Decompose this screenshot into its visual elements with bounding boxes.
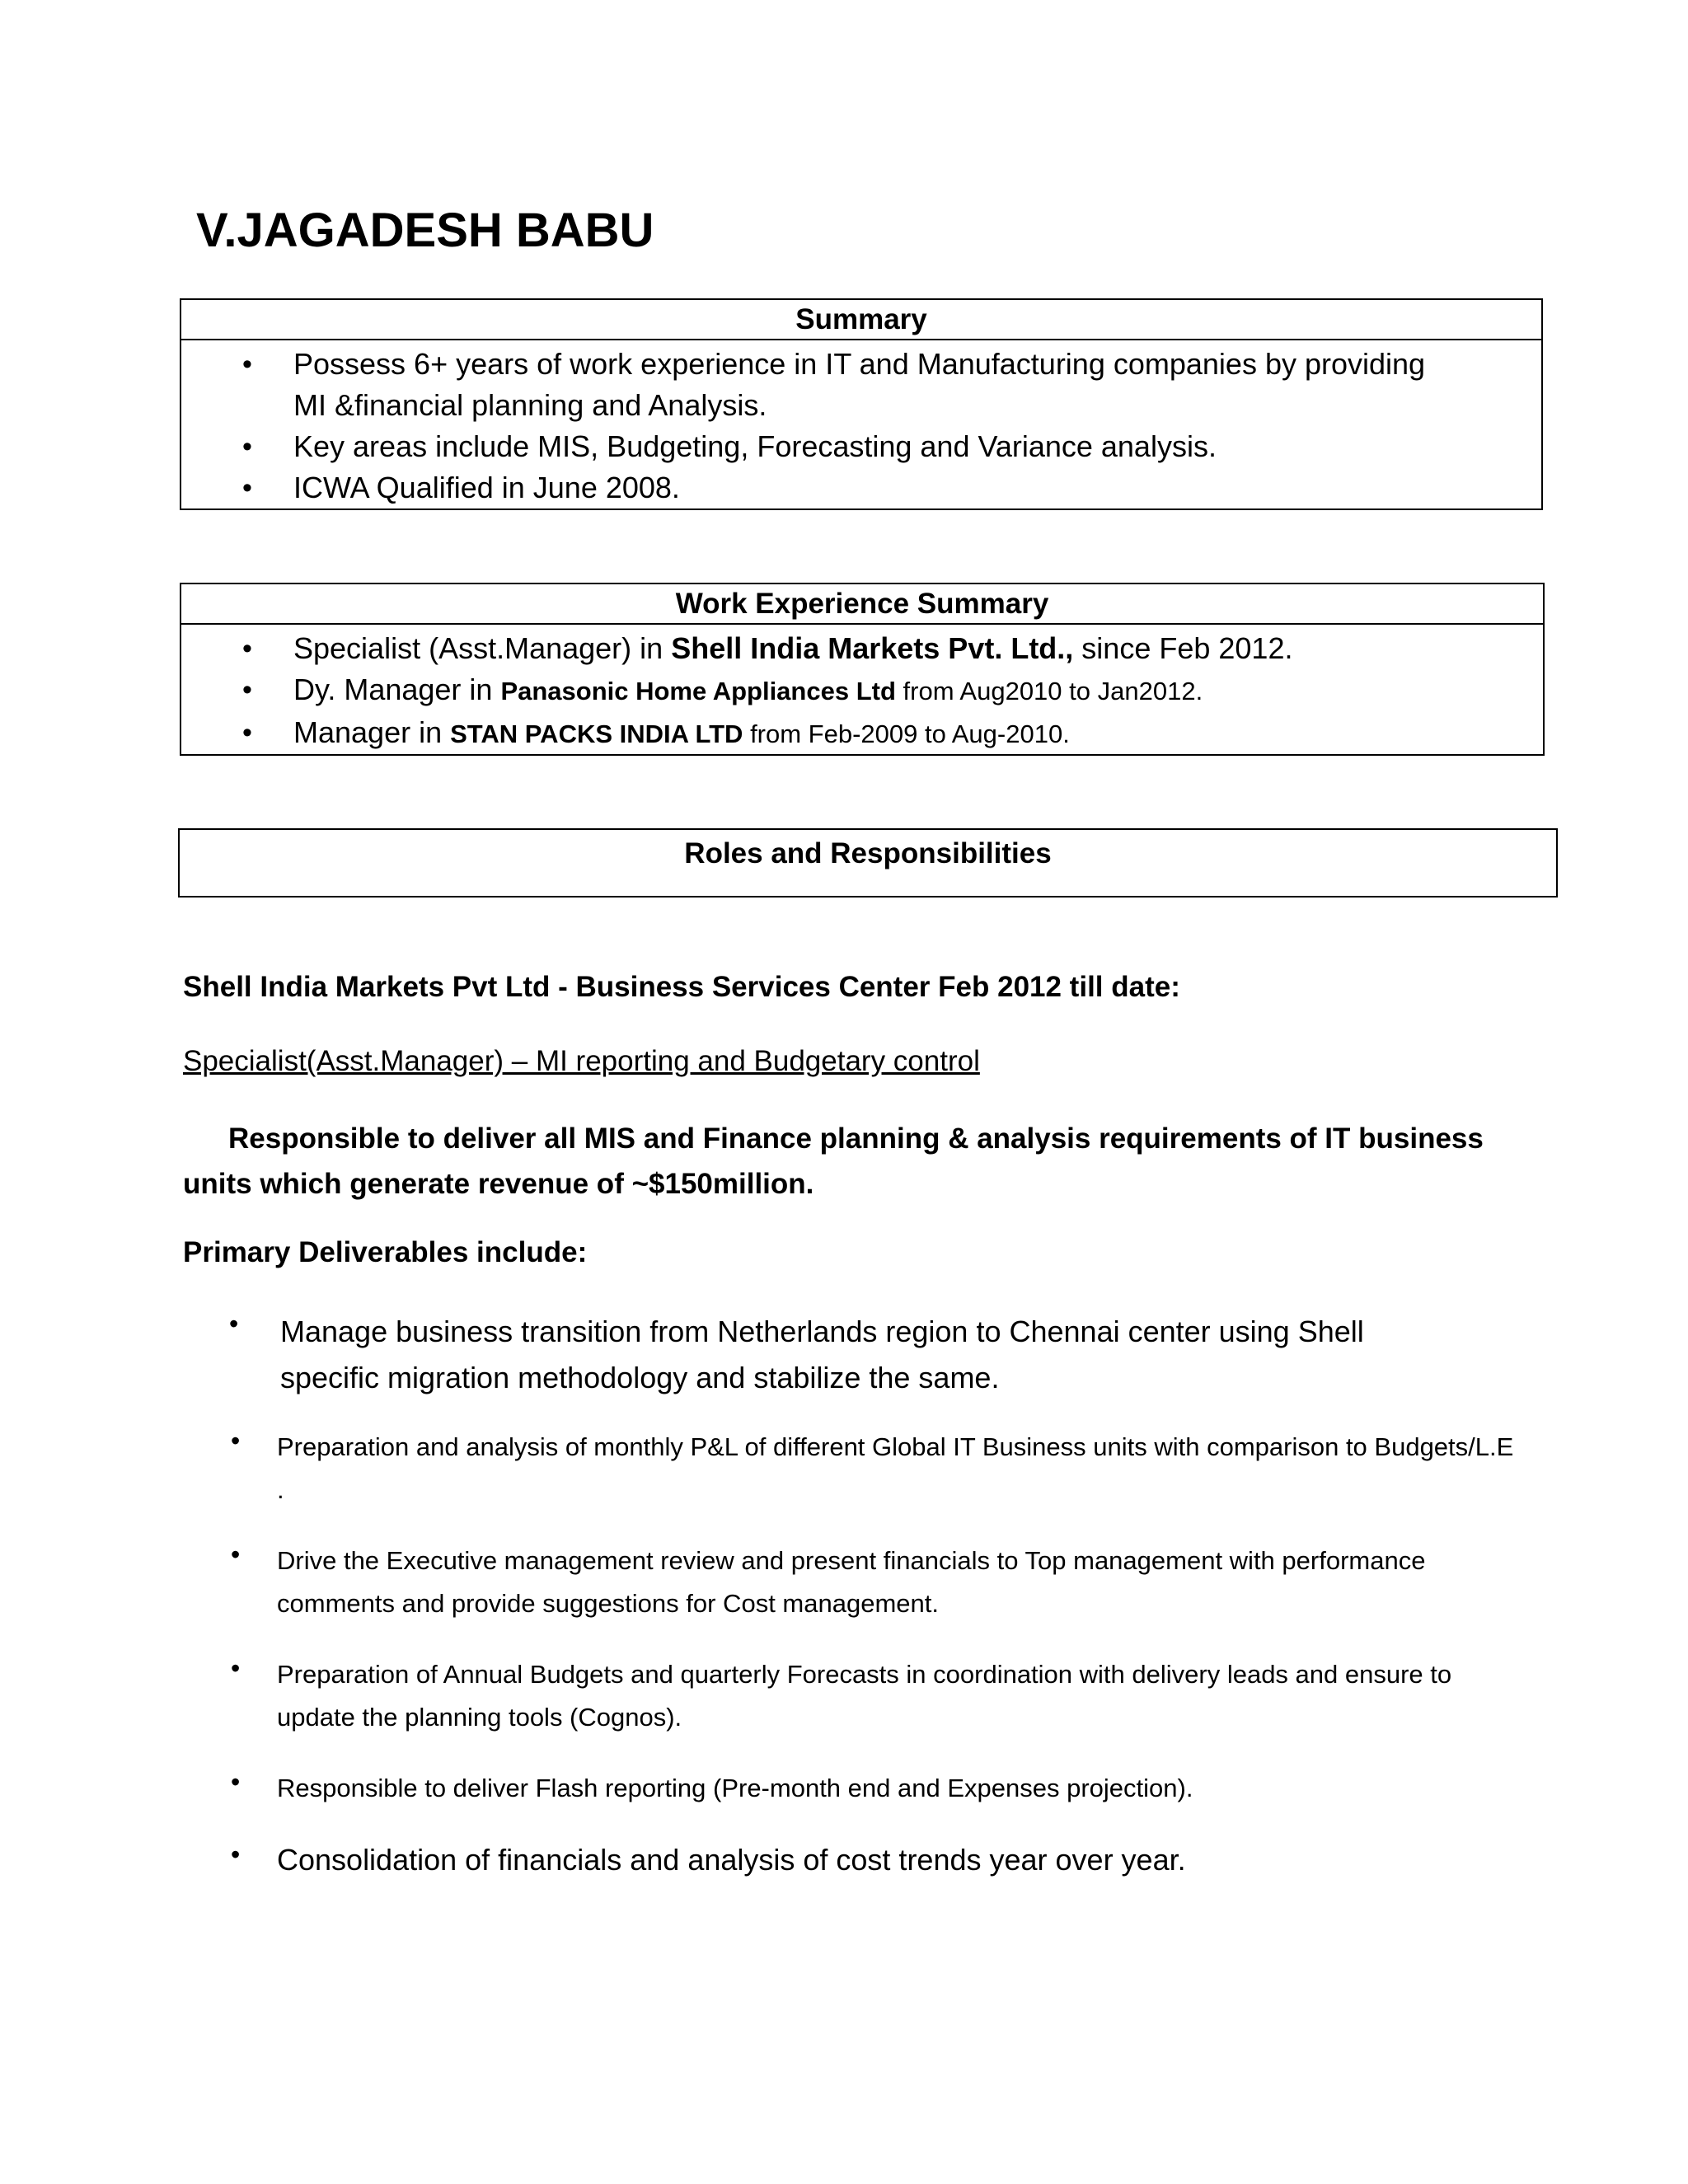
deliverable-item: • Drive the Executive management review and present financials to Top management with performance comments and provide suggestions for Cost management. — [231, 1540, 1426, 1618]
summary-item: • Possess 6+ years of work experience in IT and Manufacturing companies by providing MI &financial planning and Analysis. — [181, 344, 1541, 426]
bullet-icon: • — [231, 1840, 241, 1869]
summary-section — [180, 298, 1543, 510]
candidate-name: V.JAGADESH BABU — [196, 204, 654, 257]
bullet-icon: • — [242, 633, 252, 664]
work-item: • Manager in STAN PACKS INDIA LTD from Feb-2009 to Aug-2010. — [181, 712, 1543, 755]
deliverable-item: • Preparation of Annual Budgets and quarterly Forecasts in coordination with delivery leads and ensure to update the planning tools (Cognos). — [231, 1653, 1452, 1732]
work-experience-section — [180, 583, 1545, 756]
work-item: • Specialist (Asst.Manager) in Shell India Markets Pvt. Ltd., since Feb 2012. — [181, 628, 1543, 669]
deliverables-label: Primary Deliverables include: — [183, 1236, 588, 1268]
deliverable-item: • Consolidation of financials and analysis of cost trends year over year. — [231, 1840, 1186, 1877]
deliverable-item: • Preparation and analysis of monthly P&L of different Global IT Business units with comparison to Budgets/L.E . — [231, 1426, 1514, 1504]
bullet-icon: • — [229, 1309, 239, 1338]
deliverable-item: • Manage business transition from Netherlands region to Chennai center using Shell specific migration methodology and stabilize the same. — [229, 1309, 1364, 1394]
company-name: Panasonic Home Appliances Ltd — [500, 677, 896, 705]
role-title: Specialist(Asst.Manager) – MI reporting and Budgetary control — [183, 1045, 980, 1077]
company-name: STAN PACKS INDIA LTD — [450, 719, 743, 748]
work-item: • Dy. Manager in Panasonic Home Appliances Ltd from Aug2010 to Jan2012. — [181, 669, 1543, 712]
deliverable-item: • Responsible to deliver Flash reporting (Pre-month end and Expenses projection). — [231, 1767, 1193, 1802]
summary-title: Summary — [181, 300, 1541, 340]
bullet-icon: • — [231, 1767, 241, 1797]
summary-item: • Key areas include MIS, Budgeting, Forecasting and Variance analysis. — [181, 426, 1541, 467]
bullet-icon: • — [242, 349, 252, 380]
company-name: Shell India Markets Pvt. Ltd., — [671, 631, 1074, 665]
bullet-icon: • — [242, 674, 252, 705]
bullet-icon: • — [231, 1653, 241, 1683]
bullet-icon: • — [231, 1540, 241, 1569]
summary-list — [181, 340, 1541, 509]
summary-item: • ICWA Qualified in June 2008. — [181, 467, 1541, 509]
responsibility-statement: Responsible to deliver all MIS and Finance planning & analysis requirements of IT business units which generate revenue of ~$150million. — [183, 1122, 1484, 1200]
work-experience-title: Work Experience Summary — [181, 584, 1543, 625]
bullet-icon: • — [242, 431, 252, 462]
bullet-icon: • — [242, 717, 252, 748]
bullet-icon: • — [242, 472, 252, 504]
employer-heading: Shell India Markets Pvt Ltd - Business Services Center Feb 2012 till date: — [183, 971, 1180, 1003]
roles-section — [178, 828, 1558, 898]
roles-title: Roles and Responsibilities — [684, 837, 1052, 869]
work-experience-list — [181, 625, 1543, 755]
bullet-icon: • — [231, 1426, 241, 1455]
